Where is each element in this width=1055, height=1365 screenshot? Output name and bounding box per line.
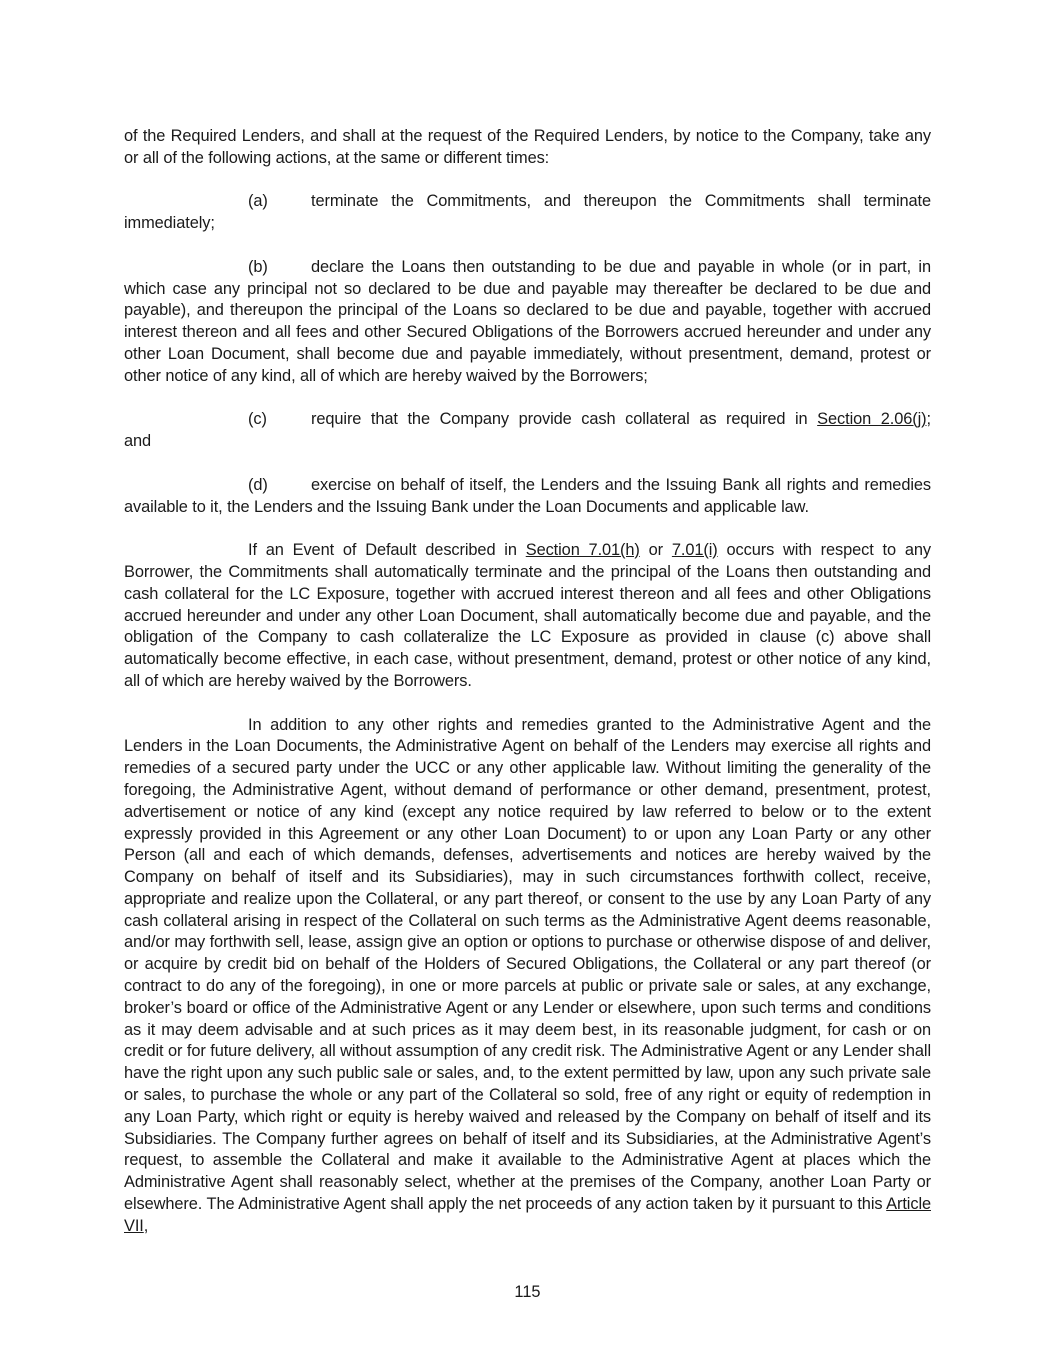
section-7-01h-link[interactable]: Section 7.01(h) — [525, 541, 640, 560]
clause-d-label: (d) — [248, 475, 268, 494]
event-of-default-rest: occurs with respect to any Borrower, the Commitments shall automatically terminate and the principal of the Loans then outstanding and cash collateral for the LC Exposure, together with accrued interest thereon and all fees and other Obligations accrued hereunder and under any other Loan Document, shall automatically become due and payable, and the obligation of the Company to cash collateralize the LC Exposure as provided in clause (c) above shall automatically become effective, in each case, without presentment, demand, protest or other notice of any kind, all of which are hereby waived by the Borrowers. — [124, 541, 931, 690]
clause-a-label: (a) — [248, 192, 268, 211]
clause-c-continuation — [124, 431, 931, 453]
event-of-default-lead: If an Event of Default described in — [248, 541, 517, 560]
clause-a-continuation — [124, 213, 931, 235]
article-vii-link[interactable]: Article VII — [124, 1195, 931, 1235]
clause-d-text: exercise on behalf of itself, the Lenders and the Issuing Bank all rights and remedies available to it, the Lenders and the Issuing Bank under the Loan Documents and applicable law. — [124, 475, 931, 516]
clause-c-punct: ; — [926, 410, 931, 429]
section-2-06j-link[interactable]: Section 2.06(j) — [817, 410, 927, 429]
clause-c — [124, 409, 931, 431]
clause-b — [124, 257, 931, 388]
clause-a-text: terminate the Commitments, and thereupon the Commitments shall terminate — [311, 192, 931, 211]
event-of-default-paragraph — [124, 540, 931, 693]
clause-d — [124, 475, 931, 519]
remedies-text: In addition to any other rights and remedies granted to the Administrative Agent and the Lenders in the Loan Documents, the Administrative Agent on behalf of the Lenders may exercise all rights and remedies of a secured party under the UCC or any other applicable law. Without limiting the generality of the foregoing, the Administrative Agent, without demand of performance or other demand, presentment, protest, advertisement or notice of any kind (except any notice required by law referred to below or to the extent expressly provided in this Agreement or any other Loan Document) to or upon any Loan Party or any other Person (all and each of which demands, defenses, advertisements and notices are hereby waived by the Company on behalf of itself and its Subsidiaries), may in such circumstances forthwith collect, receive, appropriate and realize upon the Collateral, or any part thereof, or consent to the use by any Loan Party of any cash collateral arising in respect of the Collateral on such terms as the Administrative Agent deems reasonable, and/or may forthwith sell, lease, assign give an option or options to purchase or otherwise dispose of and deliver, or acquire by credit bid on behalf of the Holders of Secured Obligations, the Collateral or any part thereof (or contract to do any of the foregoing), in one or more parcels at public or private sale or sales, at any exchange, broker’s board or office of the Administrative Agent or any Lender or elsewhere, upon such terms and conditions as it may deem advisable and at such prices as it may deem best, in its reasonable judgment, for cash or on credit or for future delivery, all without assumption of any credit risk. The Administrative Agent or any Lender shall have the right upon any such public sale or sales, and, to the extent permitted by law, upon any such private sale or sales, to purchase the whole or any part of the Collateral so sold, free of any right or equity of redemption in any Loan Party, which right or equity is hereby waived and released by the Company on behalf of itself and its Subsidiaries. The Company further agrees on behalf of itself and its Subsidiaries, at the Administrative Agent’s request, to assemble the Collateral and make it available to the Administrative Agent at places which the Administrative Agent shall reasonably select, whether at the premises of the Company, another Loan Party or elsewhere. The Administrative Agent shall apply the net proceeds of any action taken by it pursuant to this — [124, 715, 931, 1214]
intro-text: of the Required Lenders, and shall at the request of the Required Lenders, by notice to the Company, take any or all of the following actions, at the same or different times: — [124, 127, 931, 167]
section-7-01i-link[interactable]: 7.01(i) — [671, 541, 718, 560]
clause-a — [124, 191, 931, 213]
clause-b-label: (b) — [248, 257, 268, 276]
remedies-paragraph — [124, 715, 931, 1238]
page-number: 115 — [514, 1283, 541, 1301]
clause-c-text: require that the Company provide cash collateral as required in — [311, 410, 808, 429]
clause-c-label: (c) — [248, 410, 267, 429]
clause-c-continuation-text: and — [124, 432, 152, 451]
document-body — [124, 126, 931, 1238]
clause-b-text: declare the Loans then outstanding to be due and payable in whole (or in part, in which case any principal not so declared to be due and payable may thereafter be declared to be due and payable), and thereupon the principal of the Loans so declared to be due and payable, together with accrued interest thereon and all fees and other Secured Obligations of the Borrowers accrued hereunder and under any other Loan Document, shall become due and payable immediately, without presentment, demand, protest or other notice of any kind, all of which are hereby waived by the Borrowers; — [124, 257, 931, 385]
clause-a-continuation-text: immediately; — [124, 214, 215, 233]
remedies-punct: , — [143, 1216, 149, 1235]
intro-paragraph — [124, 126, 931, 170]
event-of-default-or: or — [648, 541, 664, 560]
